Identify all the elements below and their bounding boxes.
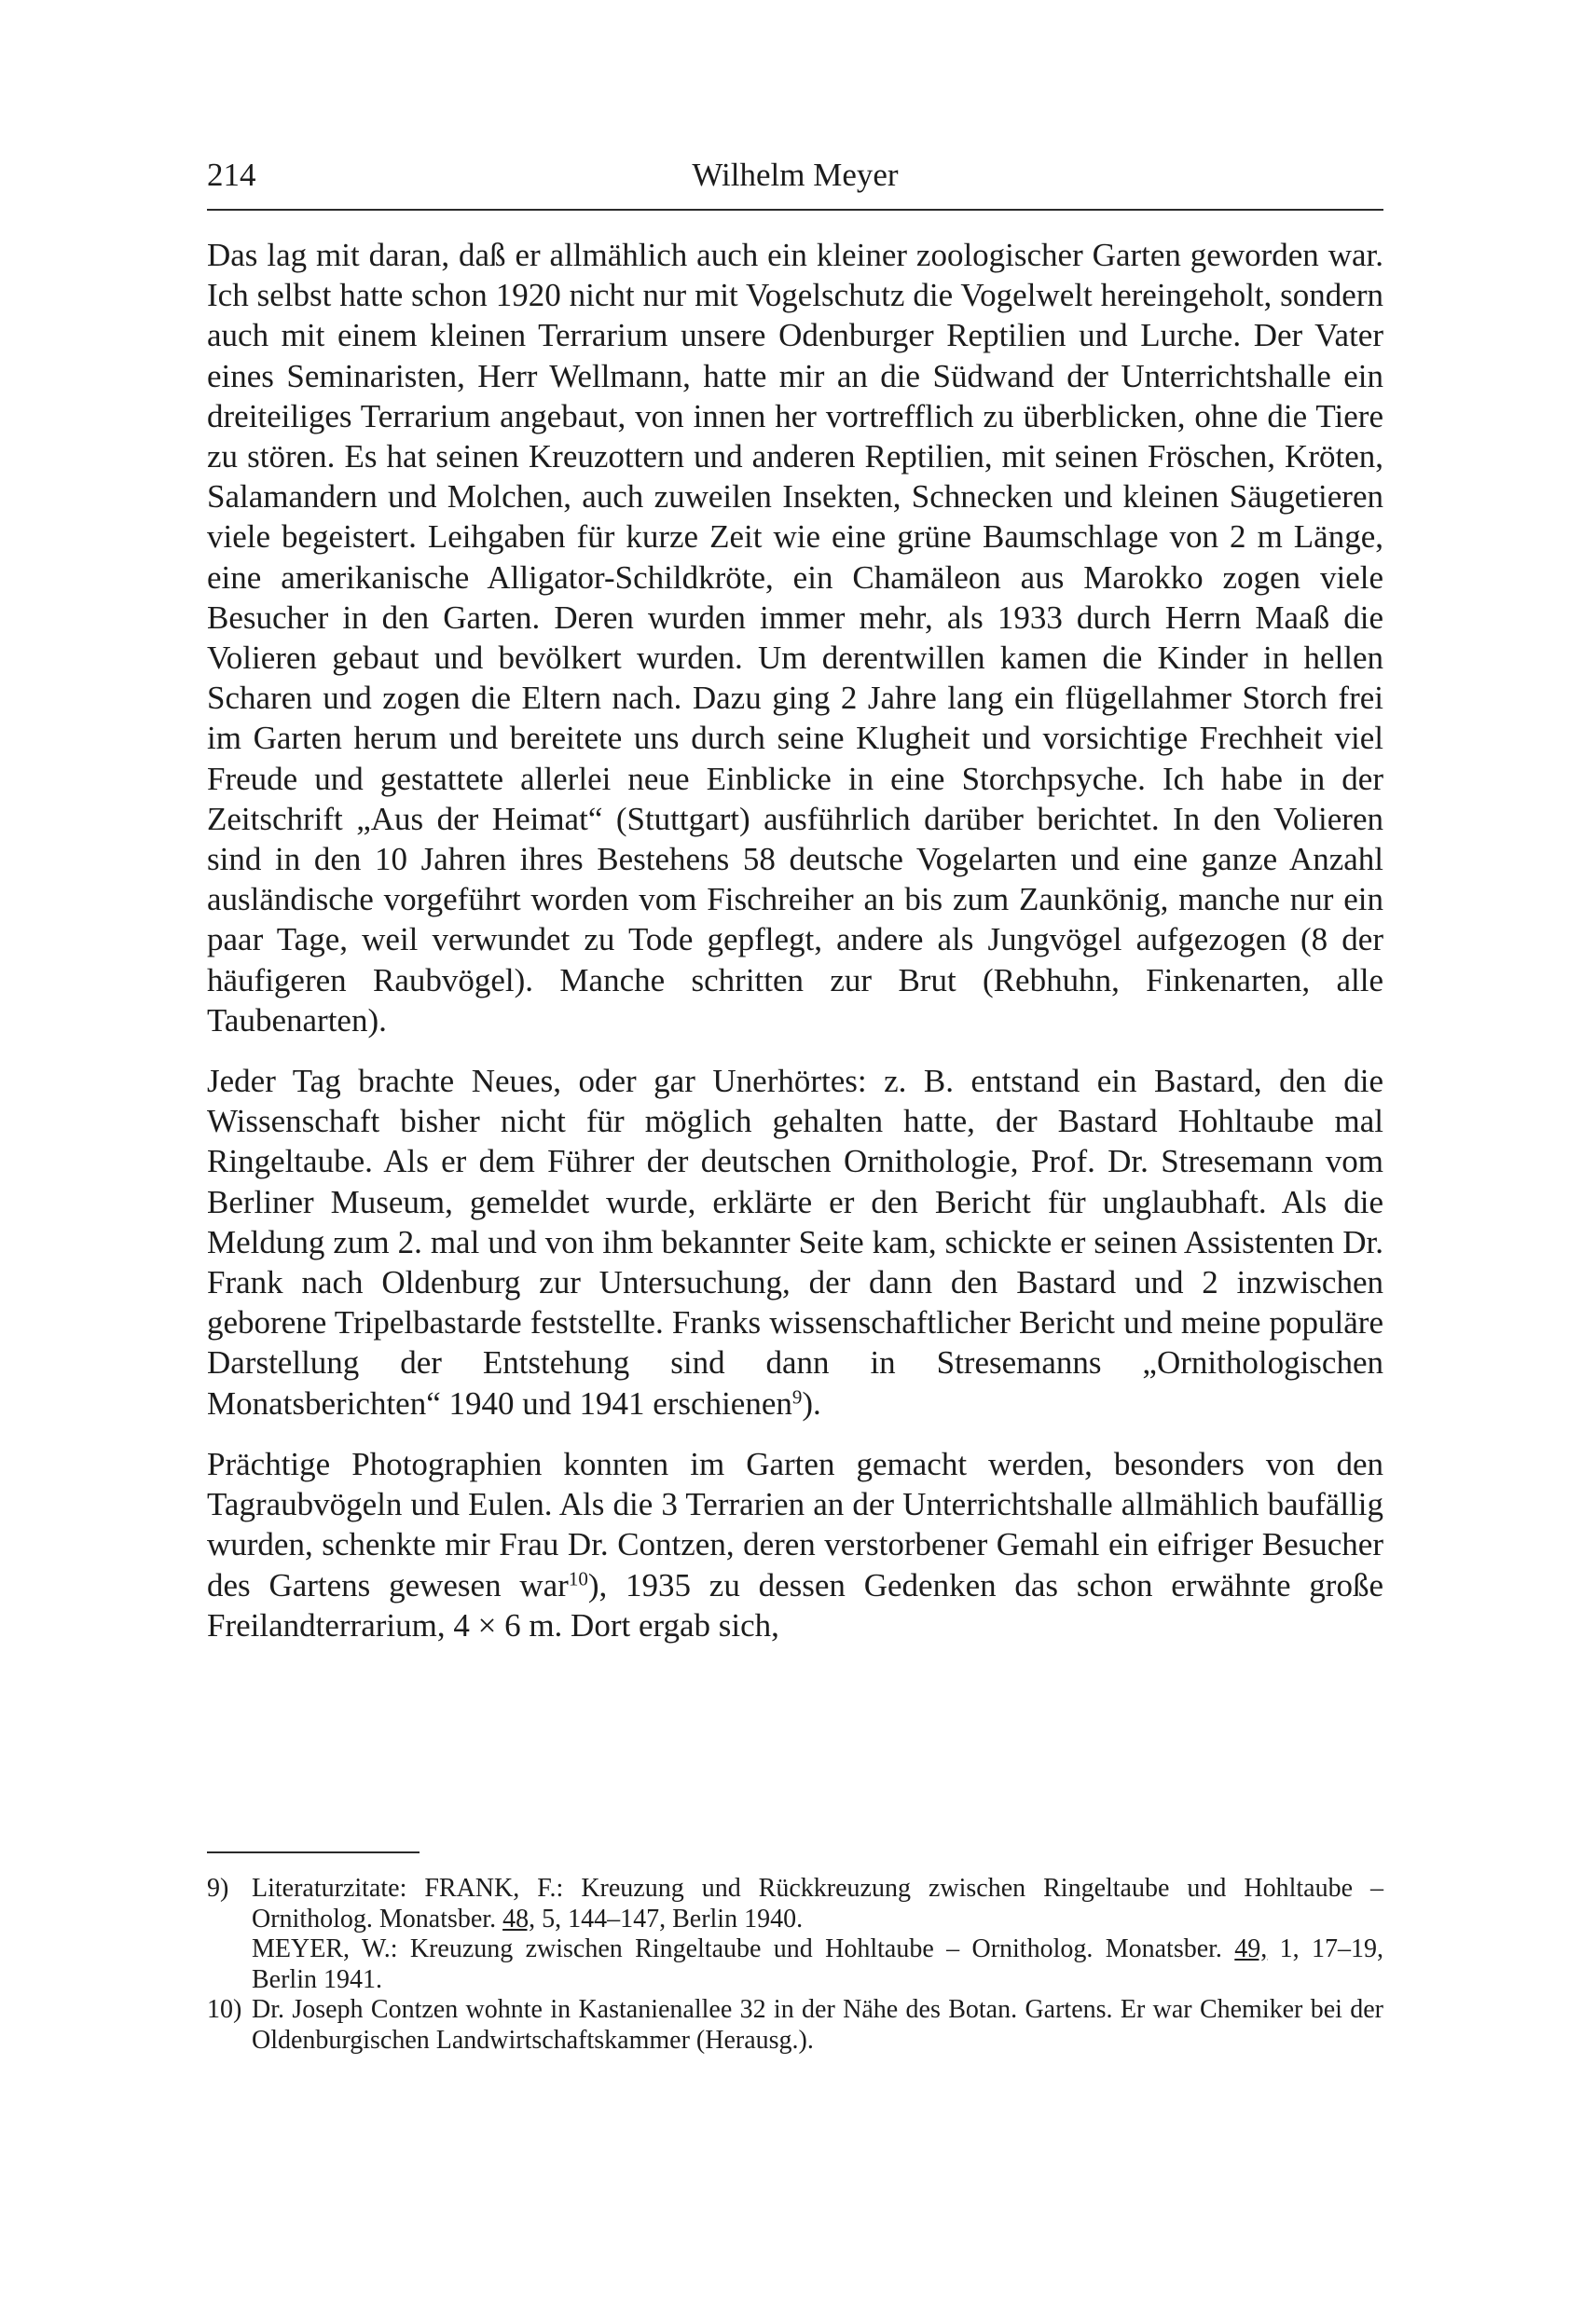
footnote-9-cont-volume: 49,	[1234, 1934, 1268, 1963]
paragraph-2-text: Jeder Tag brachte Neues, oder gar Unerhörtes: z. B. entstand ein Bastard, den die Wissenschaft bisher nicht für möglich gehalten hatte, der Bastard Hohltaube mal Ringeltaube. Als er dem Führer der deutschen Ornithologie, Prof. Dr. Stresemann vom Berliner Museum, gemeldet wurde, erklärte er den Bericht für unglaubhaft. Als die Meldung zum 2. mal und von ihm bekannter Seite kam, schickte er seinen Assistenten Dr. Frank nach Oldenburg zur Untersuchung, der dann den Bastard und 2 inzwischen geborene Tripelbastarde feststellte. Franks wissenschaftlicher Bericht und meine populäre Darstellung der Entstehung sind dann in Stresemanns „Ornithologischen Monatsberichten“ 1940 und 1941 erschienen	[207, 1063, 1383, 1422]
paragraph-3	[207, 1444, 1383, 1645]
footnote-9-volume: 48,	[502, 1904, 536, 1934]
footnote-ref-10: 10	[568, 1566, 588, 1590]
footnote-10-text: Dr. Joseph Contzen wohnte in Kastanienallee 32 in der Nähe des Botan. Gartens. Er war Chemiker bei der Oldenburgischen Landwirtschaftskammer (Herausg.).	[252, 1995, 1383, 2055]
paragraph-1	[207, 235, 1383, 1040]
footnote-9-rest: 5, 144–147, Berlin 1940.	[535, 1904, 804, 1934]
footnote-9-lead: Literaturzitate: FRANK, F.: Kreuzung und Rückkreuzung zwischen Ringeltaube und Hohltaube – Ornitholog. Monatsber.	[252, 1874, 1383, 1934]
footnote-10-mark: 10)	[207, 1995, 242, 2024]
paragraph-2	[207, 1061, 1383, 1424]
paragraph-3-tail: ), 1935 zu dessen Gedenken das schon erwähnte große Freilandterrarium, 4 × 6 m. Dort ergab sich,	[207, 1566, 1384, 1644]
footnote-9-continuation	[207, 1934, 1383, 1995]
paragraph-3-text: Prächtige Photographien konnten im Garten gemacht werden, besonders von den Tagraubvögeln und Eulen. Als die 3 Terrarien an der Unterrichtshalle allmählich baufällig wurden, schenkte mir Frau Dr. Contzen, deren verstorbener Gemahl ein eifriger Besucher des Gartens gewesen war	[207, 1445, 1383, 1603]
paragraph-2-tail: ).	[802, 1384, 821, 1422]
footnote-10	[207, 1995, 1383, 2056]
footnote-9-mark: 9)	[207, 1874, 229, 1903]
footnotes	[207, 1874, 1383, 2056]
paragraph-1-text: Das lag mit daran, daß er allmählich auch ein kleiner zoologischer Garten geworden war. Ich selbst hatte schon 1920 nicht nur mit Vogelschutz die Vogelwelt hereingeholt, sondern auch mit einem kleinen Terrarium unsere Odenburger Reptilien und Lurche. Der Vater eines Seminaristen, Herr Wellmann, hatte mir an die Südwand der Unterrichtshalle ein dreiteiliges Terrarium angebaut, von innen her vortrefflich zu überblicken, ohne die Tiere zu stören. Es hat seinen Kreuzottern und anderen Reptilien, mit seinen Fröschen, Kröten, Salamandern und Molchen, auch zuweilen Insekten, Schnecken und kleinen Säugetieren viele begeistert. Leihgaben für kurze Zeit wie eine grüne Baumschlage von 2 m Länge, eine amerikanische Alligator-Schildkröte, ein Chamäleon aus Marokko zogen viele Besucher in den Garten. Deren wurden immer mehr, als 1933 durch Herrn Maaß die Volieren gebaut und bevölkert wurden. Um derentwillen kamen die Kinder in hellen Scharen und zogen die Eltern nach. Dazu ging 2 Jahre lang ein flügellahmer Storch frei im Garten herum und bereitete uns durch seine Klugheit und vorsichtige Frechheit viel Freude und gestattete allerlei neue Einblicke in eine Storchpsyche. Ich habe in der Zeitschrift „Aus der Heimat“ (Stuttgart) ausführlich darüber berichtet. In den Volieren sind in den 10 Jahren ihres Bestehens 58 deutsche Vogelarten und eine ganze Anzahl ausländische vorgeführt worden vom Fischreiher an bis zum Zaunkönig, manche nur ein paar Tage, weil verwundet zu Tode gepflegt, andere als Jungvögel aufgezogen (8 der häufigeren Raubvögel). Manche schritten zur Brut (Rebhuhn, Finkenarten, alle Taubenarten).	[207, 237, 1383, 1039]
footnote-rule	[207, 1851, 420, 1853]
page-number: 214	[207, 157, 256, 193]
footnote-9	[207, 1874, 1383, 1934]
footnote-ref-9: 9	[791, 1385, 803, 1409]
body-text	[207, 235, 1383, 1666]
footnote-9-cont-lead: MEYER, W.: Kreuzung zwischen Ringeltaube und Hohltaube – Ornitholog. Monatsber.	[252, 1934, 1235, 1963]
footnote-9-cont-rest: 1, 17–19, Berlin 1941.	[252, 1934, 1384, 1994]
header-rule	[207, 209, 1383, 211]
running-head: Wilhelm Meyer	[692, 157, 899, 193]
